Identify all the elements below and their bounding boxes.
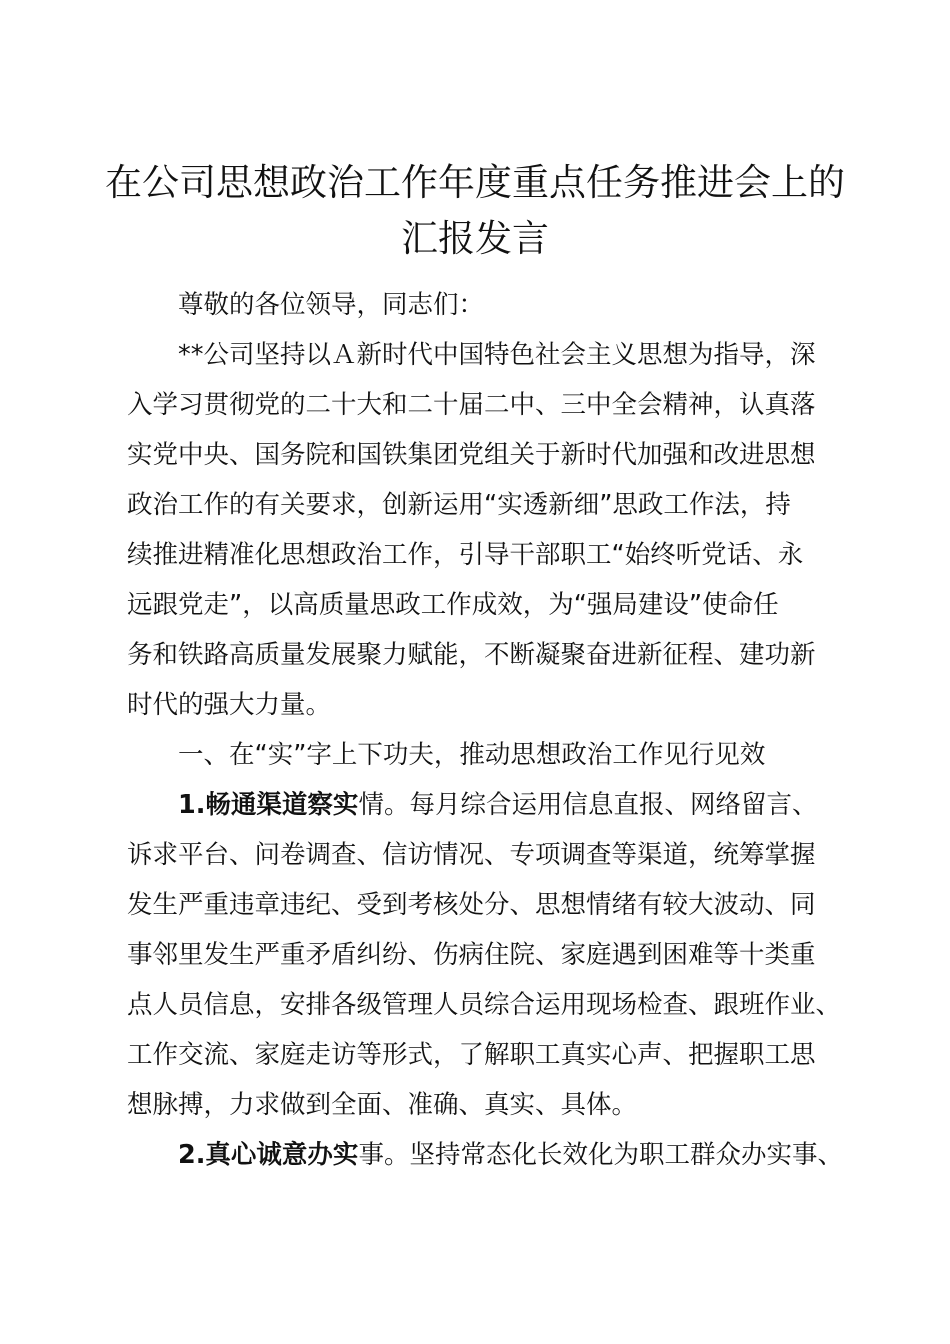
item-2-paragraph <box>127 1130 847 1180</box>
intro-paragraph <box>127 330 847 730</box>
item-2-rest: 事。坚持常态化长效化为职工群众办实事、 <box>358 1140 843 1170</box>
section-heading: 一、在“实”字上下功夫，推动思想政治工作见行见效 <box>178 740 766 770</box>
salutation: 尊敬的各位领导，同志们： <box>178 290 485 320</box>
intro-line: 实党中央、国务院和国铁集团党组关于新时代加强和改进思想 <box>127 440 816 470</box>
intro-line: 入学习贯彻党的二十大和二十届二中、三中全会精神，认真落 <box>127 390 816 420</box>
item-2-lead: 2.真心诚意办实 <box>178 1140 359 1170</box>
document-body <box>127 280 847 1180</box>
intro-line: 续推进精准化思想政治工作，引导干部职工“始终听党话、永 <box>127 540 804 570</box>
item-1-line: 工作交流、家庭走访等形式，了解职工真实心声、把握职工思 <box>127 1040 816 1070</box>
intro-line: 务和铁路高质量发展聚力赋能，不断凝聚奋进新征程、建功新 <box>127 640 816 670</box>
item-1-first-line <box>127 780 847 830</box>
title-line-2: 汇报发言 <box>401 217 549 260</box>
intro-line: 政治工作的有关要求，创新运用“实透新细”思政工作法，持 <box>127 490 791 520</box>
item-1-line: 事邻里发生严重矛盾纠纷、伤病住院、家庭遇到困难等十类重 <box>127 940 816 970</box>
intro-line: 远跟党走”，以高质量思政工作成效，为“强局建设”使命任 <box>127 590 779 620</box>
intro-line: **公司坚持以Ａ新时代中国特色社会主义思想为指导，深 <box>178 340 816 370</box>
item-1-line: 发生严重违章违纪、受到考核处分、思想情绪有较大波动、同 <box>127 890 816 920</box>
item-1-paragraph <box>127 780 847 1130</box>
item-1-line: 想脉搏，力求做到全面、准确、真实、具体。 <box>127 1090 638 1120</box>
item-1-line: 诉求平台、问卷调查、信访情况、专项调查等渠道，统筹掌握 <box>127 840 816 870</box>
title-line-1: 在公司思想政治工作年度重点任务推进会上的 <box>105 161 845 204</box>
item-2-first-line <box>127 1130 847 1180</box>
item-1-line: 点人员信息，安排各级管理人员综合运用现场检查、跟班作业、 <box>127 990 842 1020</box>
item-1-rest: 情。每月综合运用信息直报、网络留言、 <box>358 790 818 820</box>
intro-line: 时代的强大力量。 <box>127 690 332 720</box>
item-1-lead: 1.畅通渠道察实 <box>178 790 359 820</box>
document-title <box>100 155 850 267</box>
